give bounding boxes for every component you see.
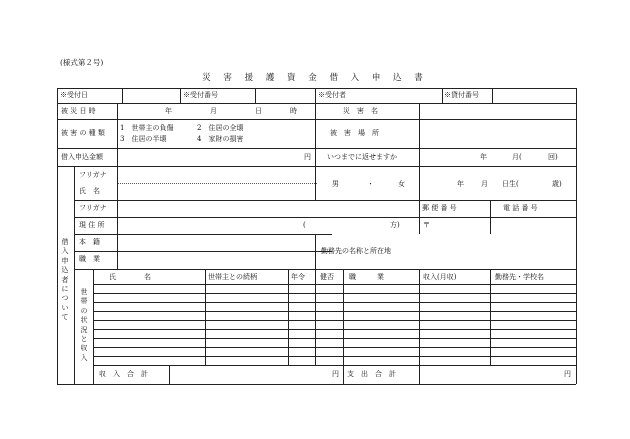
header-income: 収入(月収)	[423, 273, 457, 281]
age-label: 歳)	[552, 180, 562, 188]
row-line	[93, 365, 576, 366]
sex-male: 男	[332, 180, 339, 188]
birth-month-label: 月	[481, 180, 488, 188]
col-line	[117, 103, 118, 166]
expense-yen-label: 円	[564, 370, 571, 378]
damage-place-label: 被 害 場 所	[330, 129, 379, 137]
row-line	[93, 329, 576, 330]
col-line	[442, 88, 443, 103]
row-line	[93, 320, 576, 321]
phone-label: 電 話 番 号	[503, 204, 538, 212]
header-relation: 世帯主との続柄	[208, 273, 257, 281]
address-open-paren: (	[303, 221, 306, 229]
col-line	[93, 269, 94, 384]
loan-number-label: ※貸付番号	[444, 91, 479, 99]
border-top	[57, 88, 576, 89]
header-name: 氏 名	[109, 273, 151, 281]
row-line	[419, 217, 576, 218]
receipt-number-label: ※受付番号	[183, 91, 218, 99]
col-line	[315, 166, 316, 200]
applicant-side-label: 借入申込者について	[61, 238, 69, 322]
col-line	[315, 269, 316, 365]
col-line	[255, 88, 256, 103]
col-line	[419, 365, 420, 384]
repay-year-label: 年	[480, 153, 487, 161]
sex-separator: ・	[367, 180, 374, 188]
damage-type-label: 被 害 の 種 類	[61, 129, 105, 137]
border-right	[576, 88, 577, 384]
row-line	[57, 148, 576, 149]
col-line	[205, 269, 206, 365]
row-line	[57, 119, 576, 120]
postal-label: 郵 便 番 号	[422, 204, 457, 212]
col-line	[315, 88, 316, 103]
income-yen-label: 円	[332, 370, 339, 378]
border-bottom	[57, 384, 576, 385]
repay-month-label: 月(	[512, 153, 522, 161]
col-line	[492, 88, 493, 103]
row-line	[93, 302, 576, 303]
birth-day-label: 日生(	[502, 180, 519, 188]
row-line	[74, 234, 332, 235]
col-line	[315, 103, 316, 166]
row-line	[93, 356, 576, 357]
document-title: 災 害 援 護 資 金 借 入 申 込 書	[202, 73, 428, 83]
month-label: 月	[210, 107, 217, 115]
receiver-label: ※受付者	[318, 91, 346, 99]
damage-option-3: 3 住居の半壊	[120, 135, 167, 143]
disaster-datetime-label: 被 災 日 時	[61, 107, 96, 115]
address-close-paren: 方)	[390, 221, 400, 229]
col-line	[419, 166, 420, 200]
loan-amount-label: 借入申込金額	[61, 153, 103, 161]
expense-total-label: 支 出 合 計	[347, 370, 396, 378]
col-line	[343, 269, 344, 384]
receipt-date-label: ※受付日	[60, 91, 88, 99]
yen-label: 円	[304, 153, 311, 161]
postal-mark: 〒	[423, 221, 430, 229]
row-line	[93, 311, 576, 312]
row-line	[93, 338, 576, 339]
col-line	[117, 166, 118, 269]
damage-option-2: 2 住居の全壊	[197, 124, 244, 132]
row-line	[57, 166, 576, 167]
year-label: 年	[165, 107, 172, 115]
furigana-dotted-line	[117, 183, 317, 184]
repay-label: いつまでに返せますか	[327, 153, 397, 161]
col-line	[74, 166, 75, 384]
row-line	[74, 200, 576, 201]
row-line	[93, 293, 576, 294]
damage-option-4: 4 家財の損害	[197, 135, 244, 143]
col-line	[419, 103, 420, 166]
col-line	[169, 365, 170, 384]
col-line	[315, 234, 316, 269]
furigana-label: フリガナ	[79, 204, 107, 212]
application-form-table	[57, 88, 576, 384]
name-label: 氏 名	[79, 187, 100, 195]
honseki-label: 本 籍	[79, 238, 100, 246]
header-workplace-school: 勤務先・学校名	[495, 273, 544, 281]
col-line	[180, 88, 181, 103]
disaster-name-label: 災 害 名	[343, 107, 378, 115]
repay-times-label: 回)	[548, 153, 558, 161]
income-total-label: 収 入 合 計	[99, 370, 148, 378]
row-line	[74, 269, 576, 270]
workplace-label: 勤務先の名称と所在地	[321, 247, 391, 255]
header-occupation: 職 業	[349, 273, 384, 281]
row-line	[93, 284, 576, 285]
day-label: 日	[255, 107, 262, 115]
row-line	[93, 347, 576, 348]
address-label: 現 住 所	[79, 221, 105, 229]
col-line	[122, 88, 123, 103]
border-left	[57, 88, 58, 384]
col-line	[490, 269, 491, 365]
sex-female: 女	[398, 180, 405, 188]
form-number: (様式第２号)	[60, 58, 104, 67]
furigana-label: フリガナ	[79, 171, 107, 179]
col-line	[288, 269, 289, 365]
job-label: 職 業	[79, 255, 100, 263]
damage-option-1: 1 世帯主の負傷	[120, 124, 174, 132]
hour-label: 時	[290, 107, 297, 115]
header-health: 健否	[320, 273, 334, 281]
col-line	[419, 269, 420, 365]
birth-year-label: 年	[457, 180, 464, 188]
household-side-label: 世帯の状況と収入	[80, 288, 88, 362]
row-line	[57, 103, 576, 104]
row-line	[74, 251, 332, 252]
header-age: 年令	[291, 273, 305, 281]
